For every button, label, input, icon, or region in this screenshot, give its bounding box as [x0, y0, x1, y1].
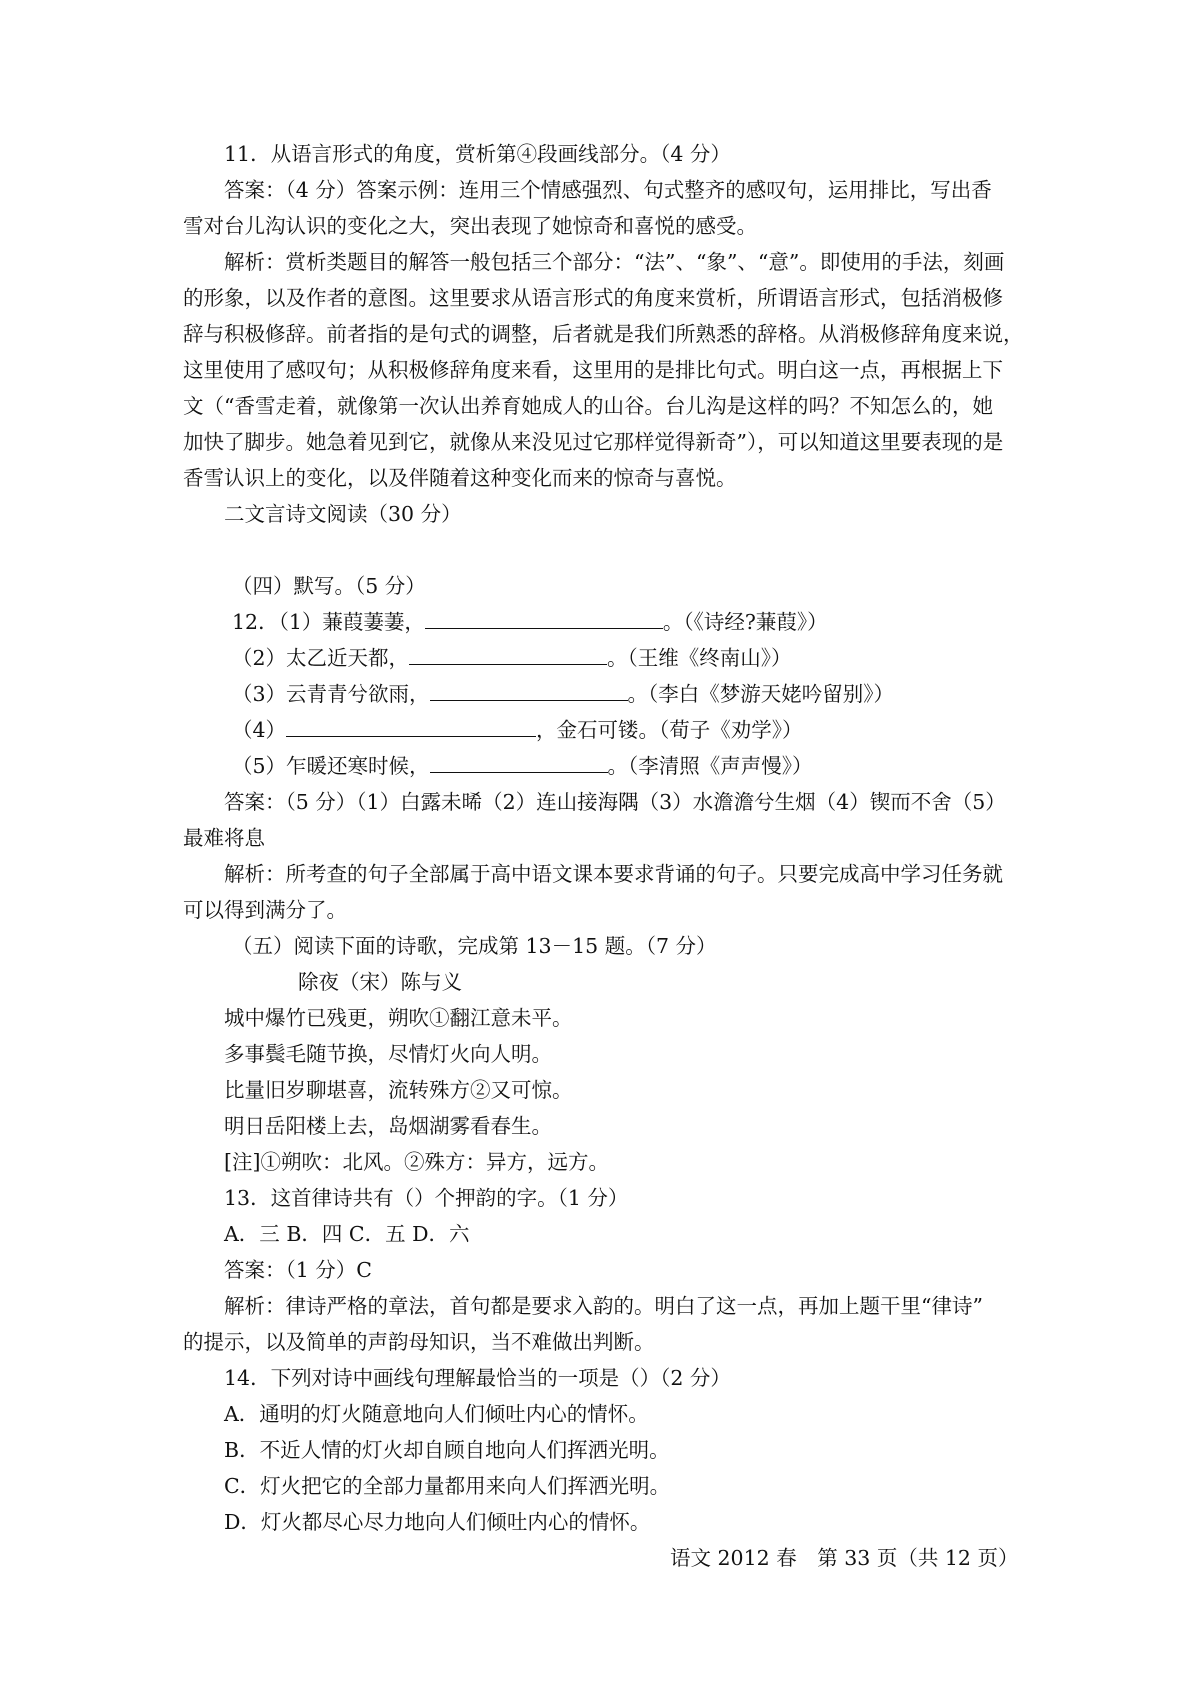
q13-analysis-line-2: 的提示，以及简单的声韵母知识，当不难做出判断。 — [183, 1330, 655, 1354]
q11-question: 11．从语言形式的角度，赏析第④段画线部分。（4 分） — [224, 142, 731, 166]
q12-item-3-prefix: （3）云青青兮欲雨， — [232, 682, 430, 706]
fill-blank-5 — [430, 754, 608, 773]
q13-analysis-line-1: 解析：律诗严格的章法，首句都是要求入韵的。明白了这一点，再加上题干里“律诗” — [224, 1294, 983, 1318]
poem-line-2: 多事鬓毛随节换，尽情灯火向人明。 — [224, 1042, 552, 1066]
q12-item-1 — [232, 608, 828, 636]
q11-analysis-line-3: 辞与积极修辞。前者指的是句式的调整，后者就是我们所熟悉的辞格。从消极修辞角度来说， — [183, 322, 1024, 346]
q12-item-5-prefix: （5）乍暖还寒时候， — [232, 754, 430, 778]
part4-heading: （四）默写。（5 分） — [232, 574, 426, 598]
fill-blank-4 — [286, 718, 536, 737]
q11-analysis-line-6: 加快了脚步。她急着见到它，就像从来没见过它那样觉得新奇”），可以知道这里要表现的是 — [183, 430, 1004, 454]
q12-item-2 — [232, 644, 792, 672]
q12-item-5 — [232, 752, 813, 780]
q12-item-2-suffix: 。（王维《终南山》） — [607, 646, 792, 670]
q12-item-3-suffix: 。（李白《梦游天姥吟留别》） — [627, 682, 895, 706]
fill-blank-1 — [425, 610, 663, 629]
q14-option-d: D．灯火都尽心尽力地向人们倾吐内心的情怀。 — [224, 1510, 651, 1534]
q12-item-2-prefix: （2）太乙近天都， — [232, 646, 410, 670]
q13-question: 13．这首律诗共有（）个押韵的字。（1 分） — [224, 1186, 629, 1210]
q12-item-4-suffix: ，金石可镂。（荀子《劝学》） — [536, 718, 803, 742]
poem-line-4: 明日岳阳楼上去，岛烟湖雾看春生。 — [224, 1114, 552, 1138]
q12-answer-line-1: 答案：（5 分）（1）白露未晞（2）连山接海隅（3）水澹澹兮生烟（4）锲而不舍（5） — [224, 790, 1006, 814]
q11-analysis-line-5: 文（“香雪走着，就像第一次认出养育她成人的山谷。台儿沟是这样的吗？不知怎么的，她 — [183, 394, 993, 418]
poem-line-1: 城中爆竹已残更，朔吹①翻江意未平。 — [224, 1006, 573, 1030]
q12-analysis-line-2: 可以得到满分了。 — [183, 898, 347, 922]
section-heading: 二文言诗文阅读（30 分） — [224, 502, 462, 526]
poem-line-3: 比量旧岁聊堪喜，流转殊方②又可惊。 — [224, 1078, 573, 1102]
q12-analysis-line-1: 解析：所考查的句子全部属于高中语文课本要求背诵的句子。只要完成高中学习任务就 — [224, 862, 1003, 886]
q12-item-1-prefix: 12．（1）蒹葭萋萋， — [232, 610, 425, 634]
part5-heading: （五）阅读下面的诗歌，完成第 13－15 题。（7 分） — [232, 934, 717, 958]
q12-item-4-prefix: （4） — [232, 718, 287, 742]
q12-item-3 — [232, 680, 894, 708]
q11-analysis-line-2: 的形象，以及作者的意图。这里要求从语言形式的角度来赏析，所谓语言形式，包括消极修 — [183, 286, 1003, 310]
poem-title: 除夜（宋）陈与义 — [298, 970, 462, 994]
q14-option-b: B．不近人情的灯火却自顾自地向人们挥洒光明。 — [224, 1438, 670, 1462]
fill-blank-2 — [409, 646, 607, 665]
q14-option-a: A．通明的灯火随意地向人们倾吐内心的情怀。 — [224, 1402, 649, 1426]
page-footer: 语文 2012 春 第 33 页（共 12 页） — [670, 1546, 1019, 1570]
q12-item-5-suffix: 。（李清照《声声慢》） — [607, 754, 813, 778]
q11-analysis-line-1: 解析：赏析类题目的解答一般包括三个部分：“法”、“象”、“意”。即使用的手法，刻画 — [224, 250, 1005, 274]
q13-options: A．三 B．四 C．五 D．六 — [224, 1222, 470, 1246]
poem-notes: [注]①朔吹：北风。②殊方：异方，远方。 — [224, 1150, 609, 1174]
q11-answer-line-1: 答案：（4 分）答案示例：连用三个情感强烈、句式整齐的感叹句，运用排比，写出香 — [224, 178, 992, 202]
q14-question: 14．下列对诗中画线句理解最恰当的一项是（）（2 分） — [224, 1366, 731, 1390]
q11-analysis-line-7: 香雪认识上的变化，以及伴随着这种变化而来的惊奇与喜悦。 — [183, 466, 737, 490]
q11-analysis-line-4: 这里使用了感叹句；从积极修辞角度来看，这里用的是排比句式。明白这一点，再根据上下 — [183, 358, 1003, 382]
q12-item-1-suffix: 。（《诗经?蒹葭》） — [662, 610, 828, 634]
q11-answer-line-2: 雪对台儿沟认识的变化之大，突出表现了她惊奇和喜悦的感受。 — [183, 214, 757, 238]
q12-item-4 — [232, 716, 803, 744]
q14-option-c: C．灯火把它的全部力量都用来向人们挥洒光明。 — [224, 1474, 671, 1498]
q13-answer: 答案：（1 分）C — [224, 1258, 372, 1282]
q12-answer-line-2: 最难将息 — [183, 826, 265, 850]
fill-blank-3 — [430, 682, 628, 701]
